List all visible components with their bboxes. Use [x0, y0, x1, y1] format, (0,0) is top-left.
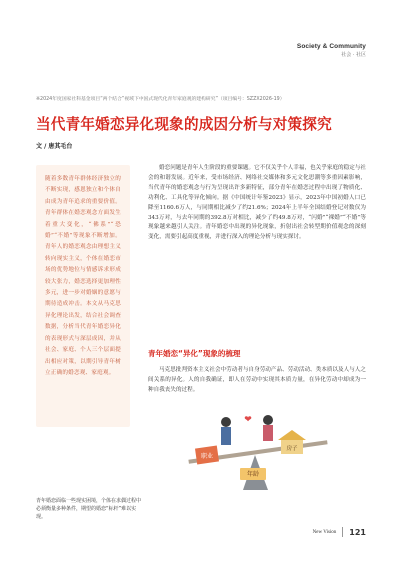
article-author: 文 / 唐其毛台: [36, 143, 73, 150]
page-number: 121: [349, 527, 366, 537]
body-paragraph-2: 马克思批判资本主义社会中劳动者与自身劳动产品、劳动活动、类本质以及人与人之间关系的异化。人的自我确证，即人在劳动中实现其本质力量，在异化劳动中却成为一种自我丧失的过程。: [148, 367, 366, 393]
page-footer: [313, 527, 366, 537]
section-heading: 青年婚恋“异化”现象的梳理: [148, 349, 241, 358]
publication-name: New Vision: [312, 529, 337, 535]
article-title: 当代青年婚恋异化现象的成因分析与对策探究: [36, 116, 332, 133]
heart-icon: ❤: [244, 415, 252, 425]
seesaw-illustration: [148, 400, 367, 508]
illustration: [148, 400, 367, 508]
body-column-2: [148, 366, 366, 396]
man-body: [221, 427, 231, 445]
woman-head: [263, 415, 273, 425]
section-header: [297, 43, 366, 58]
body-paragraph: 婚恋问题是青年人生阶段的重要课题。它不仅关乎个人幸福，也关乎家庭的稳定与社会的和谐发展。近年来，受市场经济、网络社交媒体和多元文化思潮等多重因素影响，当代青年的婚恋观念与行为呈现出许多新特征，部分青年在婚恋过程中出现了物质化、功利化、工具化等异化倾向。据《中国统计年鉴2023》显示，2023年中国初婚人口已降至1160.6万人，与同期相比减少了约21.6%；2024年上半年全国结婚登记对数仅为343万对，与去年同期的392.8万对相比，减少了约49.8万对，“闪婚”“裸婚”“不婚”等现象越来越引人关注。青年婚恋中出现的异化现象，折射出社会转型期价值观念的深刻变化，需要引起高度重视，并进行深入的理论分析与现实探讨。: [148, 165, 366, 241]
abstract-text: 随着多数青年群体经济独立的不断实现，感恩独立和个体自由成为青年追求的重要价值。青年群体在婚恋观念方面发生着重大变化，“佛系”“恐婚”“不婚”等现象不断增加。青年人的婚恋观念由理想主义转向现实主义，个体在婚恋市场的优势地位与情感诉求形成较大张力，婚恋选择更加理性多元，进一步对婚姻的意愿与期待造成冲击。本文从马克思异化理论出发，结合社会调查数据，分析当代青年婚恋异化的表现形式与深层成因，并从社会、家庭、个人三个层面提出相应对策，以期引导青年树立正确的婚恋观、家庭观。: [45, 176, 121, 376]
section-name-cn: 社会 · 社区: [341, 52, 366, 58]
body-column-1: [148, 164, 366, 243]
figure-caption: 青年婚恋面临一些现实困境，个体在求偶过程中必须衡量多种条件，期望的婚恋“标杆”难以实现。: [36, 498, 142, 520]
man-head: [221, 417, 231, 427]
section-name-en: Society & Community: [296, 43, 366, 50]
footer-divider: [342, 527, 343, 537]
abstract-box: [36, 165, 130, 427]
job-label: 职业: [200, 453, 214, 460]
age-label: 年龄: [246, 471, 260, 478]
funding-note: ※2024年度国家社科基金项目“两个结合”视域下中国式现代化青年家庭观的建构研究”（项目编号：SZZX2026-19）: [36, 97, 285, 102]
house-label: 房子: [286, 446, 298, 452]
woman-body: [263, 425, 273, 441]
